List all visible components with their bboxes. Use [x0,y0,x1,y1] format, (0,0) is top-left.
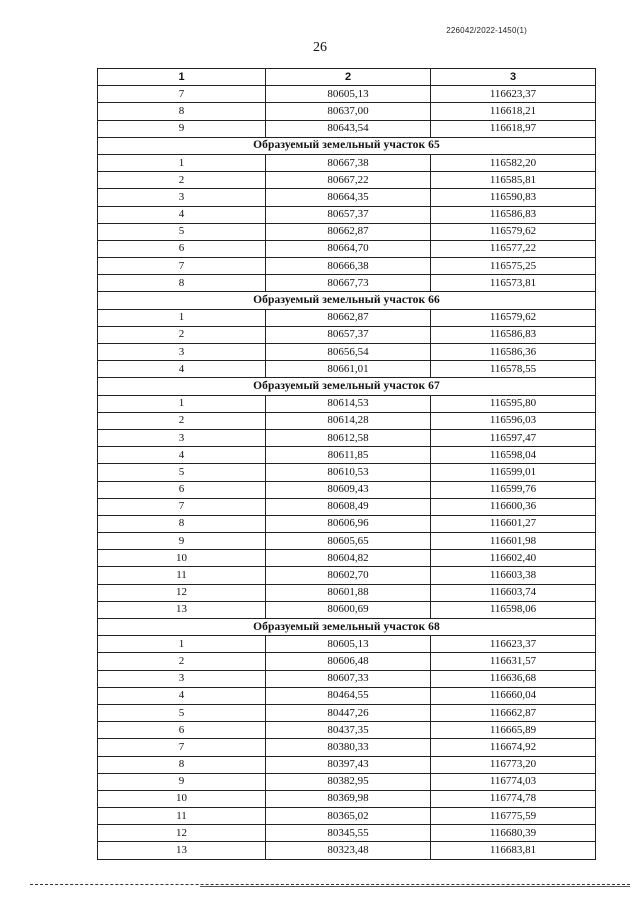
point-number-cell: 1 [98,154,266,171]
section-header-row [98,619,596,636]
y-coordinate-cell: 116636,68 [431,670,596,687]
point-number-cell: 3 [98,670,266,687]
section-header-row [98,292,596,309]
table-row [98,550,596,567]
x-coordinate-cell: 80614,28 [266,412,431,429]
table-row [98,103,596,120]
point-number-cell: 8 [98,756,266,773]
document-id: 226042/2022-1450(1) [446,26,527,35]
point-number-cell: 7 [98,498,266,515]
column-header-number: 1 [98,69,266,86]
table-row [98,464,596,481]
y-coordinate-cell: 116590,83 [431,189,596,206]
x-coordinate-cell: 80607,33 [266,670,431,687]
y-coordinate-cell: 116773,20 [431,756,596,773]
x-coordinate-cell: 80667,38 [266,154,431,171]
section-header-row [98,378,596,395]
y-coordinate-cell: 116577,22 [431,240,596,257]
table-row [98,412,596,429]
table-row [98,773,596,790]
y-coordinate-cell: 116596,03 [431,412,596,429]
point-number-cell: 1 [98,309,266,326]
point-number-cell: 2 [98,172,266,189]
y-coordinate-cell: 116618,21 [431,103,596,120]
point-number-cell: 12 [98,825,266,842]
point-number-cell: 7 [98,739,266,756]
point-number-cell: 4 [98,447,266,464]
section-title: Образуемый земельный участок 68 [98,619,596,636]
y-coordinate-cell: 116573,81 [431,275,596,292]
point-number-cell: 7 [98,258,266,275]
table-row [98,653,596,670]
y-coordinate-cell: 116774,78 [431,790,596,807]
point-number-cell: 1 [98,395,266,412]
x-coordinate-cell: 80345,55 [266,825,431,842]
x-coordinate-cell: 80667,22 [266,172,431,189]
coordinates-table-body [98,69,596,860]
table-row [98,395,596,412]
x-coordinate-cell: 80612,58 [266,429,431,446]
section-title: Образуемый земельный участок 65 [98,137,596,154]
scan-bottom-edge [30,884,630,885]
coordinates-table [97,68,596,860]
y-coordinate-cell: 116602,40 [431,550,596,567]
point-number-cell: 3 [98,429,266,446]
point-number-cell: 1 [98,636,266,653]
y-coordinate-cell: 116618,97 [431,120,596,137]
point-number-cell: 8 [98,103,266,120]
y-coordinate-cell: 116683,81 [431,842,596,859]
table-row [98,189,596,206]
y-coordinate-cell: 116597,47 [431,429,596,446]
y-coordinate-cell: 116631,57 [431,653,596,670]
table-header-row [98,69,596,86]
y-coordinate-cell: 116603,38 [431,567,596,584]
y-coordinate-cell: 116680,39 [431,825,596,842]
y-coordinate-cell: 116598,06 [431,601,596,618]
y-coordinate-cell: 116603,74 [431,584,596,601]
x-coordinate-cell: 80447,26 [266,704,431,721]
x-coordinate-cell: 80661,01 [266,361,431,378]
section-title: Образуемый земельный участок 66 [98,292,596,309]
point-number-cell: 8 [98,515,266,532]
y-coordinate-cell: 116774,03 [431,773,596,790]
x-coordinate-cell: 80666,38 [266,258,431,275]
x-coordinate-cell: 80637,00 [266,103,431,120]
x-coordinate-cell: 80397,43 [266,756,431,773]
point-number-cell: 9 [98,533,266,550]
point-number-cell: 11 [98,808,266,825]
point-number-cell: 2 [98,412,266,429]
column-header-y: 3 [431,69,596,86]
point-number-cell: 7 [98,86,266,103]
y-coordinate-cell: 116662,87 [431,704,596,721]
y-coordinate-cell: 116579,62 [431,223,596,240]
point-number-cell: 9 [98,120,266,137]
table-row [98,567,596,584]
point-number-cell: 11 [98,567,266,584]
x-coordinate-cell: 80464,55 [266,687,431,704]
table-row [98,344,596,361]
x-coordinate-cell: 80657,37 [266,206,431,223]
x-coordinate-cell: 80609,43 [266,481,431,498]
y-coordinate-cell: 116586,36 [431,344,596,361]
y-coordinate-cell: 116579,62 [431,309,596,326]
y-coordinate-cell: 116599,76 [431,481,596,498]
x-coordinate-cell: 80602,70 [266,567,431,584]
x-coordinate-cell: 80643,54 [266,120,431,137]
x-coordinate-cell: 80664,35 [266,189,431,206]
table-row [98,429,596,446]
x-coordinate-cell: 80664,70 [266,240,431,257]
y-coordinate-cell: 116600,36 [431,498,596,515]
x-coordinate-cell: 80369,98 [266,790,431,807]
x-coordinate-cell: 80382,95 [266,773,431,790]
y-coordinate-cell: 116595,80 [431,395,596,412]
point-number-cell: 12 [98,584,266,601]
point-number-cell: 4 [98,206,266,223]
point-number-cell: 6 [98,240,266,257]
point-number-cell: 5 [98,464,266,481]
point-number-cell: 6 [98,722,266,739]
y-coordinate-cell: 116674,92 [431,739,596,756]
x-coordinate-cell: 80380,33 [266,739,431,756]
x-coordinate-cell: 80606,48 [266,653,431,670]
point-number-cell: 4 [98,687,266,704]
x-coordinate-cell: 80604,82 [266,550,431,567]
table-row [98,636,596,653]
table-row [98,154,596,171]
x-coordinate-cell: 80601,88 [266,584,431,601]
table-row [98,670,596,687]
x-coordinate-cell: 80611,85 [266,447,431,464]
y-coordinate-cell: 116598,04 [431,447,596,464]
table-row [98,756,596,773]
y-coordinate-cell: 116665,89 [431,722,596,739]
x-coordinate-cell: 80614,53 [266,395,431,412]
x-coordinate-cell: 80656,54 [266,344,431,361]
table-row [98,739,596,756]
scan-bottom-line [200,886,630,887]
table-row [98,825,596,842]
point-number-cell: 4 [98,361,266,378]
y-coordinate-cell: 116601,27 [431,515,596,532]
x-coordinate-cell: 80657,37 [266,326,431,343]
x-coordinate-cell: 80608,49 [266,498,431,515]
section-header-row [98,137,596,154]
x-coordinate-cell: 80605,65 [266,533,431,550]
table-row [98,601,596,618]
point-number-cell: 2 [98,653,266,670]
y-coordinate-cell: 116582,20 [431,154,596,171]
x-coordinate-cell: 80437,35 [266,722,431,739]
table-row [98,808,596,825]
table-row [98,326,596,343]
table-row [98,447,596,464]
table-row [98,704,596,721]
table-row [98,206,596,223]
point-number-cell: 5 [98,704,266,721]
y-coordinate-cell: 116585,81 [431,172,596,189]
column-header-x: 2 [266,69,431,86]
y-coordinate-cell: 116623,37 [431,86,596,103]
x-coordinate-cell: 80365,02 [266,808,431,825]
x-coordinate-cell: 80662,87 [266,223,431,240]
table-row [98,533,596,550]
section-title: Образуемый земельный участок 67 [98,378,596,395]
table-row [98,361,596,378]
x-coordinate-cell: 80606,96 [266,515,431,532]
x-coordinate-cell: 80605,13 [266,86,431,103]
table-row [98,223,596,240]
y-coordinate-cell: 116775,59 [431,808,596,825]
point-number-cell: 5 [98,223,266,240]
x-coordinate-cell: 80667,73 [266,275,431,292]
table-row [98,172,596,189]
table-row [98,722,596,739]
table-row [98,309,596,326]
y-coordinate-cell: 116601,98 [431,533,596,550]
table-row [98,275,596,292]
point-number-cell: 13 [98,842,266,859]
x-coordinate-cell: 80662,87 [266,309,431,326]
point-number-cell: 6 [98,481,266,498]
table-row [98,584,596,601]
table-row [98,258,596,275]
y-coordinate-cell: 116578,55 [431,361,596,378]
table-row [98,240,596,257]
y-coordinate-cell: 116575,25 [431,258,596,275]
table-row [98,86,596,103]
point-number-cell: 3 [98,189,266,206]
point-number-cell: 8 [98,275,266,292]
table-row [98,498,596,515]
point-number-cell: 10 [98,550,266,567]
point-number-cell: 13 [98,601,266,618]
x-coordinate-cell: 80600,69 [266,601,431,618]
table-row [98,120,596,137]
y-coordinate-cell: 116623,37 [431,636,596,653]
table-row [98,842,596,859]
y-coordinate-cell: 116599,01 [431,464,596,481]
x-coordinate-cell: 80610,53 [266,464,431,481]
table-row [98,481,596,498]
page-number: 26 [313,40,327,55]
x-coordinate-cell: 80323,48 [266,842,431,859]
table-row [98,687,596,704]
y-coordinate-cell: 116586,83 [431,326,596,343]
point-number-cell: 2 [98,326,266,343]
y-coordinate-cell: 116660,04 [431,687,596,704]
table-row [98,790,596,807]
y-coordinate-cell: 116586,83 [431,206,596,223]
point-number-cell: 9 [98,773,266,790]
point-number-cell: 10 [98,790,266,807]
x-coordinate-cell: 80605,13 [266,636,431,653]
point-number-cell: 3 [98,344,266,361]
table-row [98,515,596,532]
